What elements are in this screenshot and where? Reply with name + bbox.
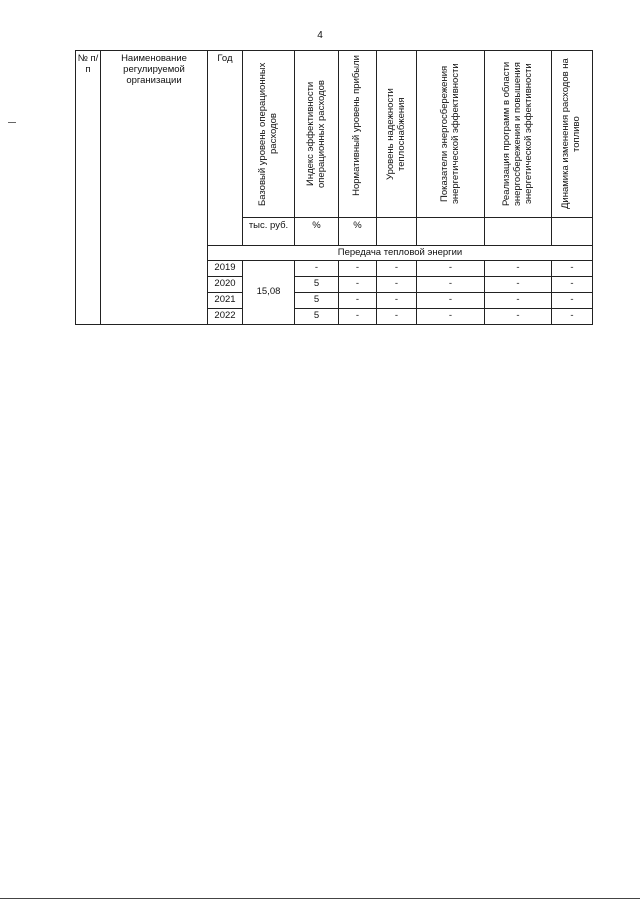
reliab-cell: - xyxy=(377,261,417,277)
unit-fuel xyxy=(552,218,593,246)
header-fuel: Динамика изменения расходов на топливо xyxy=(552,51,593,218)
header-org: Наименование регулируемой организации xyxy=(101,51,208,325)
energy-cell: - xyxy=(417,293,485,309)
unit-index: % xyxy=(295,218,339,246)
programs-cell: - xyxy=(485,309,552,325)
unit-reliab xyxy=(377,218,417,246)
year-cell: 2020 xyxy=(208,277,243,293)
reliab-cell: - xyxy=(377,309,417,325)
norm-cell: - xyxy=(339,261,377,277)
header-norm: Нормативный уровень прибыли xyxy=(339,51,377,218)
energy-cell: - xyxy=(417,277,485,293)
page-bottom-edge xyxy=(0,898,640,899)
fuel-cell: - xyxy=(552,261,593,277)
header-reliab: Уровень надежности теплоснабжения xyxy=(377,51,417,218)
header-energy: Показатели энергосбережения энергетической эффективности xyxy=(417,51,485,218)
year-cell: 2019 xyxy=(208,261,243,277)
norm-cell: - xyxy=(339,309,377,325)
year-cell: 2021 xyxy=(208,293,243,309)
unit-norm: % xyxy=(339,218,377,246)
header-index: Индекс эффективности операционных расходов xyxy=(295,51,339,218)
fuel-cell: - xyxy=(552,309,593,325)
header-num: № п/п xyxy=(76,51,101,325)
year-cell: 2022 xyxy=(208,309,243,325)
regulation-table xyxy=(75,50,593,325)
unit-programs xyxy=(485,218,552,246)
programs-cell: - xyxy=(485,277,552,293)
norm-cell: - xyxy=(339,277,377,293)
margin-mark xyxy=(8,122,16,123)
page-number: 4 xyxy=(317,30,323,41)
norm-cell: - xyxy=(339,293,377,309)
header-year: Год xyxy=(208,51,243,246)
reliab-cell: - xyxy=(377,277,417,293)
fuel-cell: - xyxy=(552,293,593,309)
header-base: Базовый уровень операционных расходов xyxy=(243,51,295,218)
section-title: Передача тепловой энергии xyxy=(208,246,593,261)
energy-cell: - xyxy=(417,309,485,325)
index-cell: - xyxy=(295,261,339,277)
unit-base: тыс. руб. xyxy=(243,218,295,246)
energy-cell: - xyxy=(417,261,485,277)
fuel-cell: - xyxy=(552,277,593,293)
header-row xyxy=(76,51,593,218)
index-cell: 5 xyxy=(295,293,339,309)
reliab-cell: - xyxy=(377,293,417,309)
programs-cell: - xyxy=(485,261,552,277)
index-cell: 5 xyxy=(295,277,339,293)
unit-energy xyxy=(417,218,485,246)
index-cell: 5 xyxy=(295,309,339,325)
header-programs: Реализация программ в области энергосбережения и повышения энергетической эффективности xyxy=(485,51,552,218)
programs-cell: - xyxy=(485,293,552,309)
base-value-cell: 15,08 xyxy=(243,261,295,325)
